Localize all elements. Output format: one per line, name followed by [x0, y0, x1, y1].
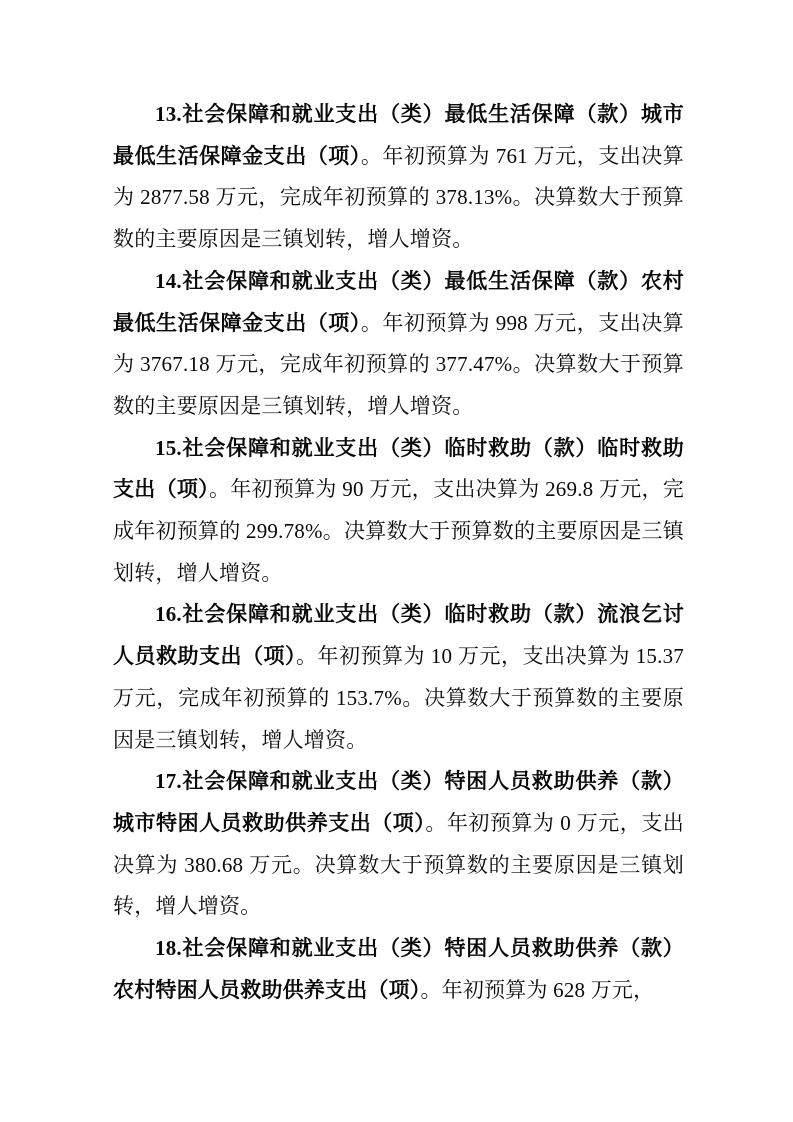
paragraph-item-14: [113, 261, 684, 428]
paragraph-18-heading: 18.社会保障和就业支出（类）特困人员救助供养（款）农村特困人员救助供养支出（项）: [113, 936, 684, 1002]
paragraph-13-body: 。年初预算为 761 万元，支出决算为 2877.58 万元，完成年初预算的 378.13%。决算数大于预算数的主要原因是三镇划转，增人增资。: [113, 143, 684, 252]
paragraph-16-heading: 16.社会保障和就业支出（类）临时救助（款）流浪乞讨人员救助支出（项）: [113, 602, 684, 669]
paragraph-17-heading: 17.社会保障和就业支出（类）特困人员救助供养（款）城市特困人员救助供养支出（项）: [113, 769, 684, 835]
paragraph-14-heading: 14.社会保障和就业支出（类）最低生活保障（款）农村最低生活保障金支出（项）: [113, 268, 684, 335]
paragraph-18-body: 。年初预算为 628 万元，: [420, 977, 655, 1002]
paragraph-item-15: [113, 428, 684, 595]
paragraph-13-heading: 13.社会保障和就业支出（类）最低生活保障（款）城市最低生活保障金支出（项）: [113, 102, 684, 168]
paragraph-item-17: [113, 761, 684, 928]
paragraph-16-body: 。年初预算为 10 万元，支出决算为 15.37 万元，完成年初预算的 153.7%。决算数大于预算数的主要原因是三镇划转，增人增资。: [113, 644, 684, 752]
paragraph-15-body: 。年初预算为 90 万元，支出决算为 269.8 万元，完成年初预算的 299.78%。决算数大于预算数的主要原因是三镇划转，增人增资。: [113, 477, 684, 585]
paragraph-17-body: 。年初预算为 0 万元，支出决算为 380.68 万元。决算数大于预算数的主要原因是三镇划转，增人增资。: [113, 810, 684, 919]
paragraph-item-18: [113, 928, 684, 1011]
paragraph-item-13: [113, 94, 684, 261]
document-text-block: [113, 94, 684, 1011]
paragraph-item-16: [113, 594, 684, 761]
paragraph-15-heading: 15.社会保障和就业支出（类）临时救助（款）临时救助支出（项）: [113, 435, 684, 502]
paragraph-14-body: 。年初预算为 998 万元，支出决算为 3767.18 万元，完成年初预算的 377.47%。决算数大于预算数的主要原因是三镇划转，增人增资。: [113, 310, 684, 418]
